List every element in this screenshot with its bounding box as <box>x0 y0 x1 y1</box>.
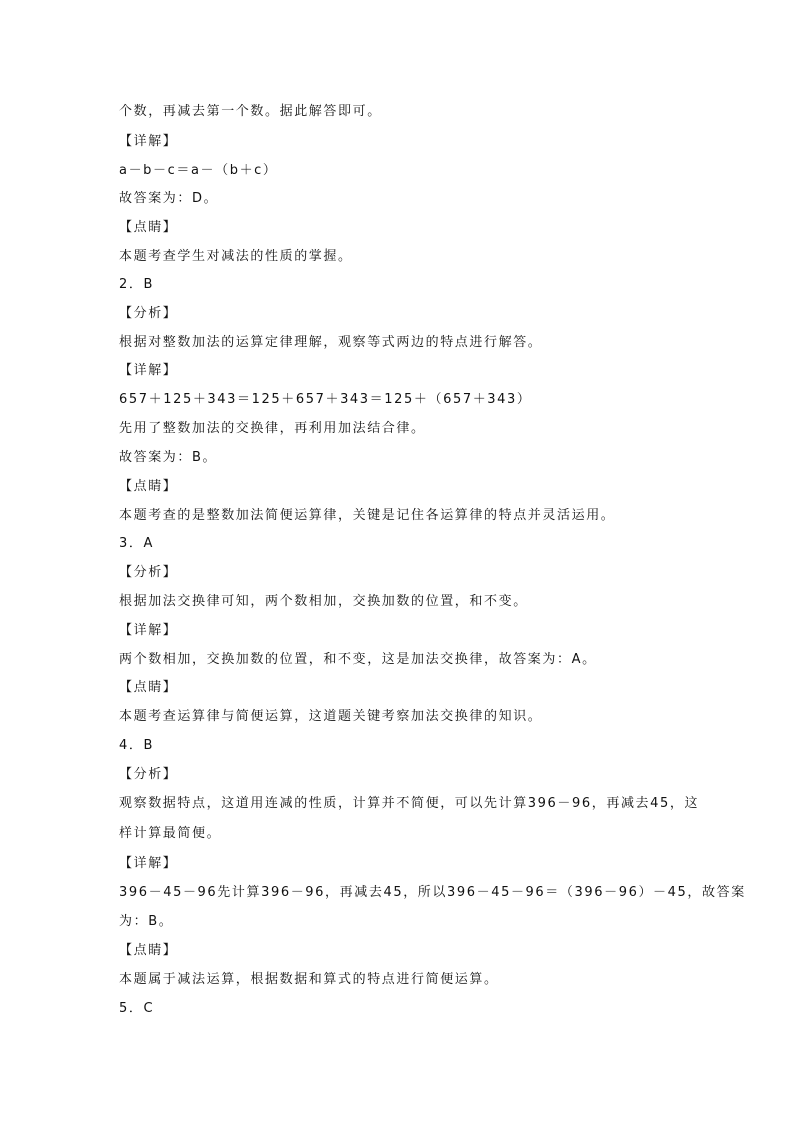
section-heading-comment: 【点睛】 <box>119 479 178 494</box>
text-line: 样计算最简便。 <box>119 826 222 841</box>
text-line: 两个数相加，交换加数的位置，和不变，这是加法交换律，故答案为：A。 <box>119 652 597 667</box>
formula-line: a－b－c＝a－（b＋c） <box>119 163 278 178</box>
section-heading-analysis: 【分析】 <box>119 306 178 321</box>
question-number: 3．A <box>119 536 154 551</box>
text-line: 本题考查运算律与简便运算，这道题关键考察加法交换律的知识。 <box>119 709 543 724</box>
question-number: 4．B <box>119 738 154 753</box>
formula-line: 396－45－96先计算396－96，再减去45，所以396－45－96＝（396－96）－45，故答案 <box>119 885 746 900</box>
section-heading-detail: 【详解】 <box>119 856 178 871</box>
section-heading-detail: 【详解】 <box>119 363 178 378</box>
section-heading-detail: 【详解】 <box>119 134 178 149</box>
section-heading-comment: 【点睛】 <box>119 943 178 958</box>
answer-line: 为：B。 <box>119 914 174 929</box>
section-heading-comment: 【点睛】 <box>119 680 178 695</box>
answer-line: 故答案为：D。 <box>119 191 219 206</box>
text-line: 个数，再减去第一个数。据此解答即可。 <box>119 104 382 119</box>
text-line: 本题考查学生对减法的性质的掌握。 <box>119 249 353 264</box>
section-heading-analysis: 【分析】 <box>119 565 178 580</box>
question-number: 2．B <box>119 277 154 292</box>
question-number: 5．C <box>119 1001 155 1016</box>
section-heading-detail: 【详解】 <box>119 623 178 638</box>
text-line: 本题属于减法运算，根据数据和算式的特点进行简便运算。 <box>119 972 499 987</box>
text-line: 观察数据特点，这道用连减的性质，计算并不简便，可以先计算396－96，再减去45，这 <box>119 796 700 811</box>
section-heading-analysis: 【分析】 <box>119 767 178 782</box>
formula-line: 657＋125＋343＝125＋657＋343＝125＋（657＋343） <box>119 392 532 407</box>
text-line: 根据对整数加法的运算定律理解，观察等式两边的特点进行解答。 <box>119 335 543 350</box>
text-line: 根据加法交换律可知，两个数相加，交换加数的位置，和不变。 <box>119 594 528 609</box>
text-line: 本题考查的是整数加法简便运算律，关键是记住各运算律的特点并灵活运用。 <box>119 508 616 523</box>
text-line: 先用了整数加法的交换律，再利用加法结合律。 <box>119 421 426 436</box>
answer-line: 故答案为：B。 <box>119 450 218 465</box>
section-heading-comment: 【点睛】 <box>119 220 178 235</box>
